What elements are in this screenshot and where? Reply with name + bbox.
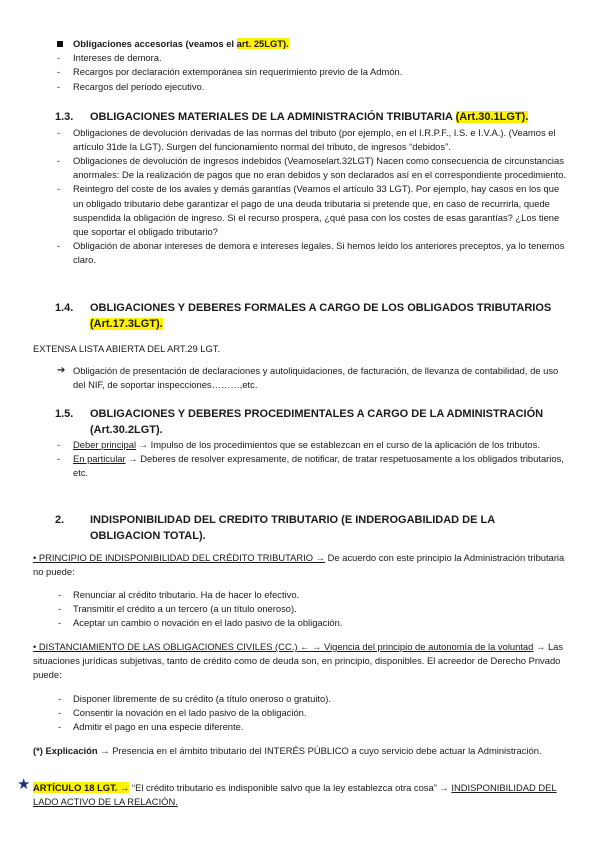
- list-item: - Recargos por declaración extemporánea sin requerimiento previo de la Admón.: [57, 66, 403, 78]
- list-item: - Consentir la novación en el lado pasivo de la obligación.: [58, 707, 307, 719]
- section-1-4: [0, 301, 599, 332]
- explanation-paragraph: (*) Explicación → Presencia en el ámbito tributario del INTERÉS PÚBLICO a cuyo servicio debe actuar la Administración.: [33, 745, 542, 756]
- arrow-item: ➔ Obligación de presentación de declaraciones y autoliquidaciones, de facturación, de llevanza de contabilidad, de uso del NIF, de soportar inspecciones………,etc.: [57, 365, 559, 391]
- list-item: - Aceptar un cambio o novación en el lado pasivo de la obligación.: [58, 617, 343, 629]
- bullet-heading: Obligaciones accesorias (veamos el art. 25LGT).: [73, 38, 289, 49]
- list-item: - Admitir el pago en una especie diferente.: [58, 721, 244, 733]
- section-heading: 1.4. OBLIGACIONES Y DEBERES FORMALES A CARGO DE LOS OBLIGADOS TRIBUTARIOS (Art.17.3LGT).: [55, 302, 552, 330]
- list-item: - Disponer libremente de su crédito (a título oneroso o gratuito).: [58, 693, 331, 704]
- section-heading: 1.5. OBLIGACIONES Y DEBERES PROCEDIMENTALES A CARGO DE LA ADMINISTRACIÓN (Art.30.2LGT).: [55, 408, 544, 436]
- section-obligaciones-accesorias: [0, 37, 599, 94]
- article-18-paragraph: ★ ARTÍCULO 18 LGT. → “El crédito tributario es indisponible salvo que la ley establezca otra cosa” → INDISPONIBILIDAD DEL LADO ACTIVO DE LA RELACIÓN.: [17, 776, 557, 808]
- intro-paragraph: EXTENSA LISTA ABIERTA DEL ART.29 LGT.: [33, 343, 221, 354]
- section-heading: 1.3. OBLIGACIONES MATERIALES DE LA ADMINISTRACIÓN TRIBUTARIA (Art.30.1LGT).: [55, 111, 529, 123]
- list-item: - Obligaciones de devolución de ingresos indebidos (Veamoselart.32LGT) Nacen como consecuencia de circunstancias anormales: De la realización de pagos que no eran debidos y son declarados así en el correspondiente procedimiento.: [57, 154, 567, 181]
- section-1-5: [0, 407, 599, 481]
- list-item: - Deber principal → Impulso de los procedimientos que se establezcan en el curso de la aplicación de los tributos.: [57, 439, 540, 450]
- list-item: - Reintegro del coste de los avales y demás garantías (Veamos el artículo 33 LGT). Por ejemplo, hay casos en los que un obligado tributario debe garantizar el pago de una deuda tributaria si pretende que, en caso de recurrirla, quede suspendida la obligación de ingreso. Si el recurso prospera, ¿qué pasa con los costes de esas garantías? ¿Los tiene que soportar el obligado tributario?: [57, 183, 560, 237]
- dash-list: [0, 692, 599, 735]
- list-item: - Obligación de abonar intereses de demora e intereses legales. Si hemos leído los anteriores preceptos, ya lo tenemos claro.: [57, 240, 565, 266]
- star-icon: ★: [17, 776, 31, 793]
- section-1-3: [0, 110, 599, 268]
- list-item: - Recargos del periodo ejecutivo.: [57, 80, 205, 92]
- list-item: - Obligaciones de devolución derivadas de las normas del tributo (por ejemplo, en el I.R.P.F., I.S. e I.V.A.). (Veamos el artículo 31de la LGT). Surgen del funcionamiento normal del tributo, de ingresos “debidos”.: [57, 126, 556, 152]
- section-2: [0, 513, 599, 544]
- list-item: - En particular → Deberes de resolver expresamente, de notificar, de tratar respetuosamente a los obligados tributarios, etc.: [57, 453, 564, 479]
- arrow-list: [0, 364, 599, 392]
- square-bullet-item: [0, 37, 599, 51]
- arrow-icon: ➔: [57, 365, 66, 376]
- list-item: - Intereses de demora.: [57, 52, 162, 64]
- list-item: - Renunciar al crédito tributario. Ha de hacer lo efectivo.: [58, 589, 300, 600]
- section-heading: 2. INDISPONIBILIDAD DEL CREDITO TRIBUTARIO (E INDEROGABILIDAD DE LA OBLIGACION TOTAL).: [55, 514, 495, 542]
- civil-obligations-paragraph: • DISTANCIAMIENTO DE LAS OBLIGACIONES CIVILES (CC.) ← → Vigencia del principio de autonomía de la voluntad → Las situaciones jurídicas subjetivas, tanto de crédito como de deuda son, en principio, disponibles. El acreedor de Derecho Privado puede:: [33, 641, 564, 681]
- list-item: - Transmitir el crédito a un tercero (a un título oneroso).: [58, 603, 297, 615]
- square-bullet-icon: [57, 41, 63, 47]
- dash-list: [0, 588, 599, 631]
- principle-paragraph: • PRINCIPIO DE INDISPONIBILIDAD DEL CRÉDITO TRIBUTARIO → De acuerdo con este principio la Administración tributaria no puede:: [33, 552, 565, 578]
